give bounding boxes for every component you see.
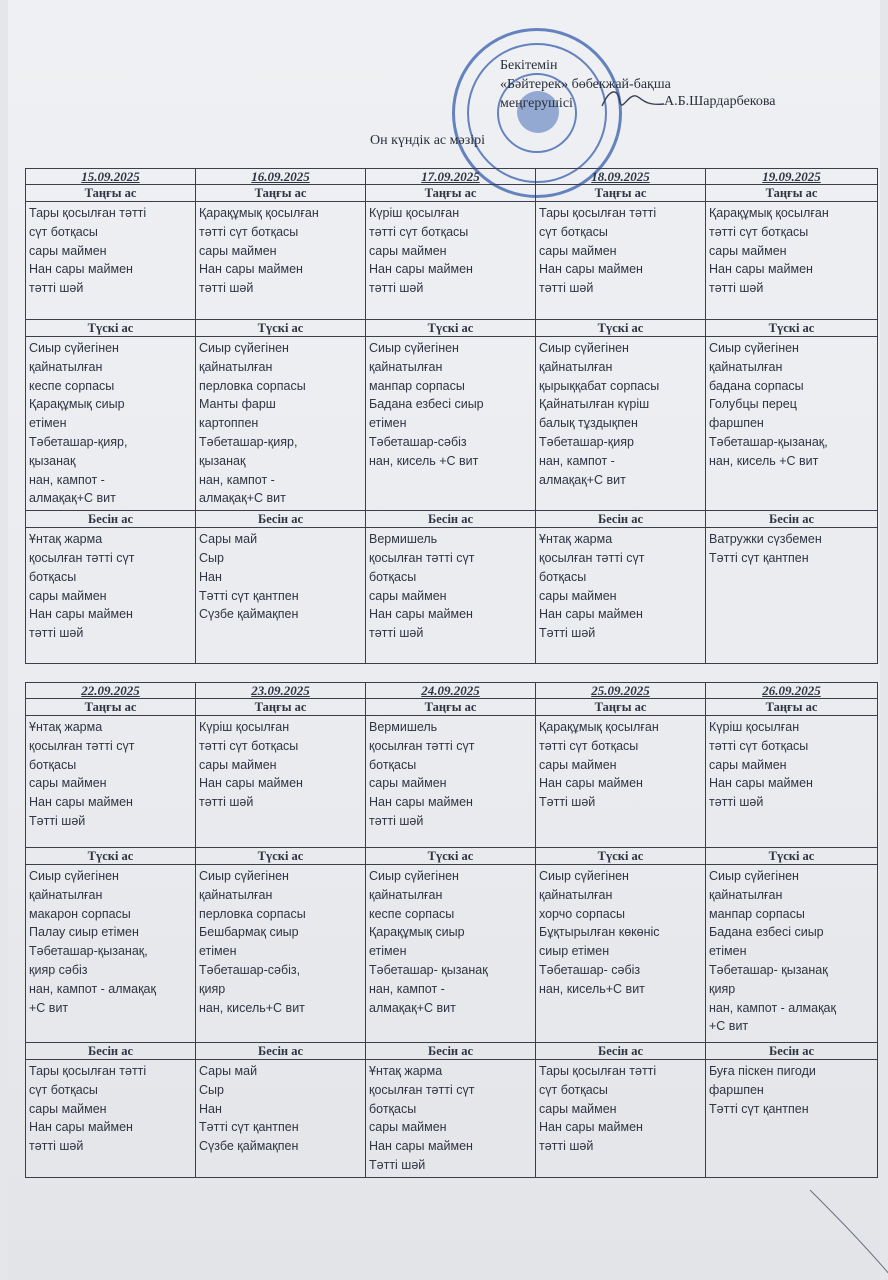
breakfast-cell bbox=[26, 716, 196, 848]
lunch-cell bbox=[366, 865, 536, 1043]
lunch-label: Түскі ас bbox=[706, 320, 878, 337]
meal-header-row bbox=[26, 699, 878, 716]
snack-label: Бесін ас bbox=[536, 511, 706, 528]
lunch-cell bbox=[536, 337, 706, 511]
breakfast-cell bbox=[536, 716, 706, 848]
dish-text: Тары қосылған тәтті сүт ботқасы сары маймен Нан сары маймен тәтті шәй bbox=[29, 1064, 147, 1154]
breakfast-row bbox=[26, 716, 878, 848]
snack-row bbox=[26, 528, 878, 664]
institution-name: «Бәйтерек» бөбекжай-бақша bbox=[500, 77, 671, 92]
breakfast-label: Таңғы ас bbox=[196, 699, 366, 716]
breakfast-label: Таңғы ас bbox=[706, 185, 878, 202]
date-cell: 18.09.2025 bbox=[536, 169, 706, 185]
meal-header-row bbox=[26, 320, 878, 337]
lunch-row bbox=[26, 337, 878, 511]
breakfast-label: Таңғы ас bbox=[366, 699, 536, 716]
pen-stroke-mark bbox=[800, 1180, 888, 1280]
date-cell: 23.09.2025 bbox=[196, 683, 366, 699]
date-cell: 19.09.2025 bbox=[706, 169, 878, 185]
lunch-cell bbox=[536, 865, 706, 1043]
snack-cell bbox=[706, 528, 878, 664]
lunch-label: Түскі ас bbox=[366, 320, 536, 337]
dish-text: Сиыр сүйегінен қайнатылған хорчо сорпасы Бұқтырылған көкөніс сиыр етімен Тәбеташар- сәбіз нан, кисель+С вит bbox=[539, 869, 660, 996]
dish-text: Тары қосылған тәтті сүт ботқасы сары маймен Нан сары маймен тәтті шәй bbox=[539, 1064, 657, 1154]
breakfast-cell bbox=[196, 202, 366, 320]
dish-text: Ұнтақ жарма қосылған тәтті сүт ботқасы сары маймен Нан сары маймен Тәтті шәй bbox=[29, 720, 135, 828]
dish-text: Сиыр сүйегінен қайнатылған кеспе сорпасы Қарақұмық сиыр етімен Тәбеташар- қызанақ нан, кампот - алмақақ+С вит bbox=[369, 869, 488, 1015]
dish-text: Сиыр сүйегінен қайнатылған қырыққабат сорпасы Қайнатылған күріш балық тұздықпен Тәбеташар-қияр нан, кампот - алмақақ+С вит bbox=[539, 341, 660, 487]
meal-header-row bbox=[26, 185, 878, 202]
date-cell: 17.09.2025 bbox=[366, 169, 536, 185]
page-title: Он күндік ас мәзірі bbox=[370, 133, 486, 148]
meal-header-row bbox=[26, 511, 878, 528]
meal-header-row bbox=[26, 1043, 878, 1060]
date-row bbox=[26, 683, 878, 699]
lunch-label: Түскі ас bbox=[706, 848, 878, 865]
date-row bbox=[26, 169, 878, 185]
lunch-cell bbox=[26, 337, 196, 511]
snack-label: Бесін ас bbox=[706, 511, 878, 528]
dish-text: Тары қосылған тәтті сүт ботқасы сары маймен Нан сары маймен тәтті шәй bbox=[539, 206, 657, 296]
dish-text: Сары май Сыр Нан Тәтті сүт қантпен Сүзбе қаймақпен bbox=[199, 1064, 299, 1154]
menu-table-week-1 bbox=[25, 168, 878, 664]
signature-mark bbox=[598, 84, 668, 114]
snack-label: Бесін ас bbox=[26, 1043, 196, 1060]
approve-label: Бекітемін bbox=[500, 58, 558, 73]
dish-text: Қарақұмық қосылған тәтті сүт ботқасы сары маймен Нан сары маймен тәтті шәй bbox=[709, 206, 829, 296]
date-cell: 15.09.2025 bbox=[26, 169, 196, 185]
dish-text: Сиыр сүйегінен қайнатылған манпар сорпасы Бадана езбесі сиыр етімен Тәбеташар- қызанақ қияр нан, кампот - алмақақ +С вит bbox=[709, 869, 836, 1034]
lunch-label: Түскі ас bbox=[196, 848, 366, 865]
lunch-label: Түскі ас bbox=[366, 848, 536, 865]
breakfast-cell bbox=[196, 716, 366, 848]
breakfast-cell bbox=[706, 202, 878, 320]
snack-label: Бесін ас bbox=[706, 1043, 878, 1060]
breakfast-label: Таңғы ас bbox=[26, 185, 196, 202]
snack-cell bbox=[366, 528, 536, 664]
dish-text: Сиыр сүйегінен қайнатылған манпар сорпасы Бадана езбесі сиыр етімен Тәбеташар-сәбіз нан, кисель +С вит bbox=[369, 341, 484, 468]
snack-label: Бесін ас bbox=[196, 1043, 366, 1060]
lunch-label: Түскі ас bbox=[26, 320, 196, 337]
snack-label: Бесін ас bbox=[366, 511, 536, 528]
snack-cell bbox=[536, 1060, 706, 1178]
breakfast-cell bbox=[536, 202, 706, 320]
date-cell: 16.09.2025 bbox=[196, 169, 366, 185]
snack-cell bbox=[196, 1060, 366, 1178]
dish-text: Ұнтақ жарма қосылған тәтті сүт ботқасы сары маймен Нан сары маймен тәтті шәй bbox=[29, 532, 135, 641]
dish-text: Қарақұмық қосылған тәтті сүт ботқасы сары маймен Нан сары маймен Тәтті шәй bbox=[539, 720, 659, 810]
meal-header-row bbox=[26, 848, 878, 865]
snack-cell bbox=[26, 528, 196, 664]
snack-cell bbox=[26, 1060, 196, 1178]
date-cell: 26.09.2025 bbox=[706, 683, 878, 699]
snack-row bbox=[26, 1060, 878, 1178]
breakfast-cell bbox=[366, 716, 536, 848]
breakfast-row bbox=[26, 202, 878, 320]
lunch-label: Түскі ас bbox=[196, 320, 366, 337]
date-cell: 25.09.2025 bbox=[536, 683, 706, 699]
dish-text: Вермишель қосылған тәтті сүт ботқасы сары маймен Нан сары маймен тәтті шәй bbox=[369, 532, 475, 641]
menu-table-week-2 bbox=[25, 682, 878, 1178]
lunch-row bbox=[26, 865, 878, 1043]
lunch-cell bbox=[26, 865, 196, 1043]
dish-text: Сиыр сүйегінен қайнатылған перловка сорпасы Бешбармақ сиыр етімен Тәбеташар-сәбіз, қияр нан, кисель+С вит bbox=[199, 869, 306, 1015]
breakfast-cell bbox=[706, 716, 878, 848]
lunch-cell bbox=[706, 337, 878, 511]
lunch-label: Түскі ас bbox=[26, 848, 196, 865]
breakfast-label: Таңғы ас bbox=[196, 185, 366, 202]
snack-label: Бесін ас bbox=[26, 511, 196, 528]
breakfast-label: Таңғы ас bbox=[536, 699, 706, 716]
breakfast-label: Таңғы ас bbox=[536, 185, 706, 202]
lunch-label: Түскі ас bbox=[536, 848, 706, 865]
dish-text: Күріш қосылған тәтті сүт ботқасы сары маймен Нан сары маймен тәтті шәй bbox=[369, 206, 473, 296]
dish-text: Сиыр сүйегінен қайнатылған макарон сорпасы Палау сиыр етімен Тәбеташар-қызанақ, қияр сәбіз нан, кампот - алмақақ +С вит bbox=[29, 869, 156, 1015]
dish-text: Қарақұмық қосылған тәтті сүт ботқасы сары маймен Нан сары маймен тәтті шәй bbox=[199, 206, 319, 296]
snack-cell bbox=[706, 1060, 878, 1178]
dish-text: Тары қосылған тәтті сүт ботқасы сары маймен Нан сары маймен тәтті шәй bbox=[29, 206, 147, 296]
breakfast-cell bbox=[366, 202, 536, 320]
breakfast-cell bbox=[26, 202, 196, 320]
dish-text: Вермишель қосылған тәтті сүт ботқасы сары маймен Нан сары маймен тәтті шәй bbox=[369, 720, 475, 828]
snack-cell bbox=[366, 1060, 536, 1178]
position-label: меңгерушісі bbox=[500, 96, 573, 111]
lunch-cell bbox=[366, 337, 536, 511]
snack-label: Бесін ас bbox=[366, 1043, 536, 1060]
lunch-label: Түскі ас bbox=[536, 320, 706, 337]
dish-text: Ұнтақ жарма қосылған тәтті сүт ботқасы сары маймен Нан сары маймен Тәтті шәй bbox=[369, 1064, 475, 1172]
dish-text: Сиыр сүйегінен қайнатылған кеспе сорпасы Қарақұмық сиыр етімен Тәбеташар-қияр, қызанақ нан, кампот - алмақақ+С вит bbox=[29, 341, 128, 506]
head-name: А.Б.Шардарбекова bbox=[664, 94, 776, 109]
dish-text: Ұнтақ жарма қосылған тәтті сүт ботқасы сары маймен Нан сары маймен Тәтті шәй bbox=[539, 532, 645, 641]
breakfast-label: Таңғы ас bbox=[26, 699, 196, 716]
breakfast-label: Таңғы ас bbox=[366, 185, 536, 202]
dish-text: Күріш қосылған тәтті сүт ботқасы сары маймен Нан сары маймен тәтті шәй bbox=[199, 720, 303, 810]
dish-text: Ватружки сүзбемен Тәтті сүт қантпен bbox=[709, 532, 822, 565]
dish-text: Сиыр сүйегінен қайнатылған бадана сорпасы Голубцы перец фаршпен Тәбеташар-қызанақ, нан, кисель +С вит bbox=[709, 341, 828, 468]
lunch-cell bbox=[196, 865, 366, 1043]
dish-text: Күріш қосылған тәтті сүт ботқасы сары маймен Нан сары маймен тәтті шәй bbox=[709, 720, 813, 810]
date-cell: 22.09.2025 bbox=[26, 683, 196, 699]
snack-label: Бесін ас bbox=[536, 1043, 706, 1060]
dish-text: Сиыр сүйегінен қайнатылған перловка сорпасы Манты фарш картоппен Тәбеташар-қияр, қызанақ нан, кампот - алмақақ+С вит bbox=[199, 341, 306, 506]
dish-text: Буға піскен пигоди фаршпен Тәтті сүт қантпен bbox=[709, 1064, 816, 1116]
lunch-cell bbox=[706, 865, 878, 1043]
snack-cell bbox=[536, 528, 706, 664]
breakfast-label: Таңғы ас bbox=[706, 699, 878, 716]
date-cell: 24.09.2025 bbox=[366, 683, 536, 699]
dish-text: Сары май Сыр Нан Тәтті сүт қантпен Сүзбе қаймақпен bbox=[199, 532, 299, 622]
snack-label: Бесін ас bbox=[196, 511, 366, 528]
snack-cell bbox=[196, 528, 366, 664]
lunch-cell bbox=[196, 337, 366, 511]
